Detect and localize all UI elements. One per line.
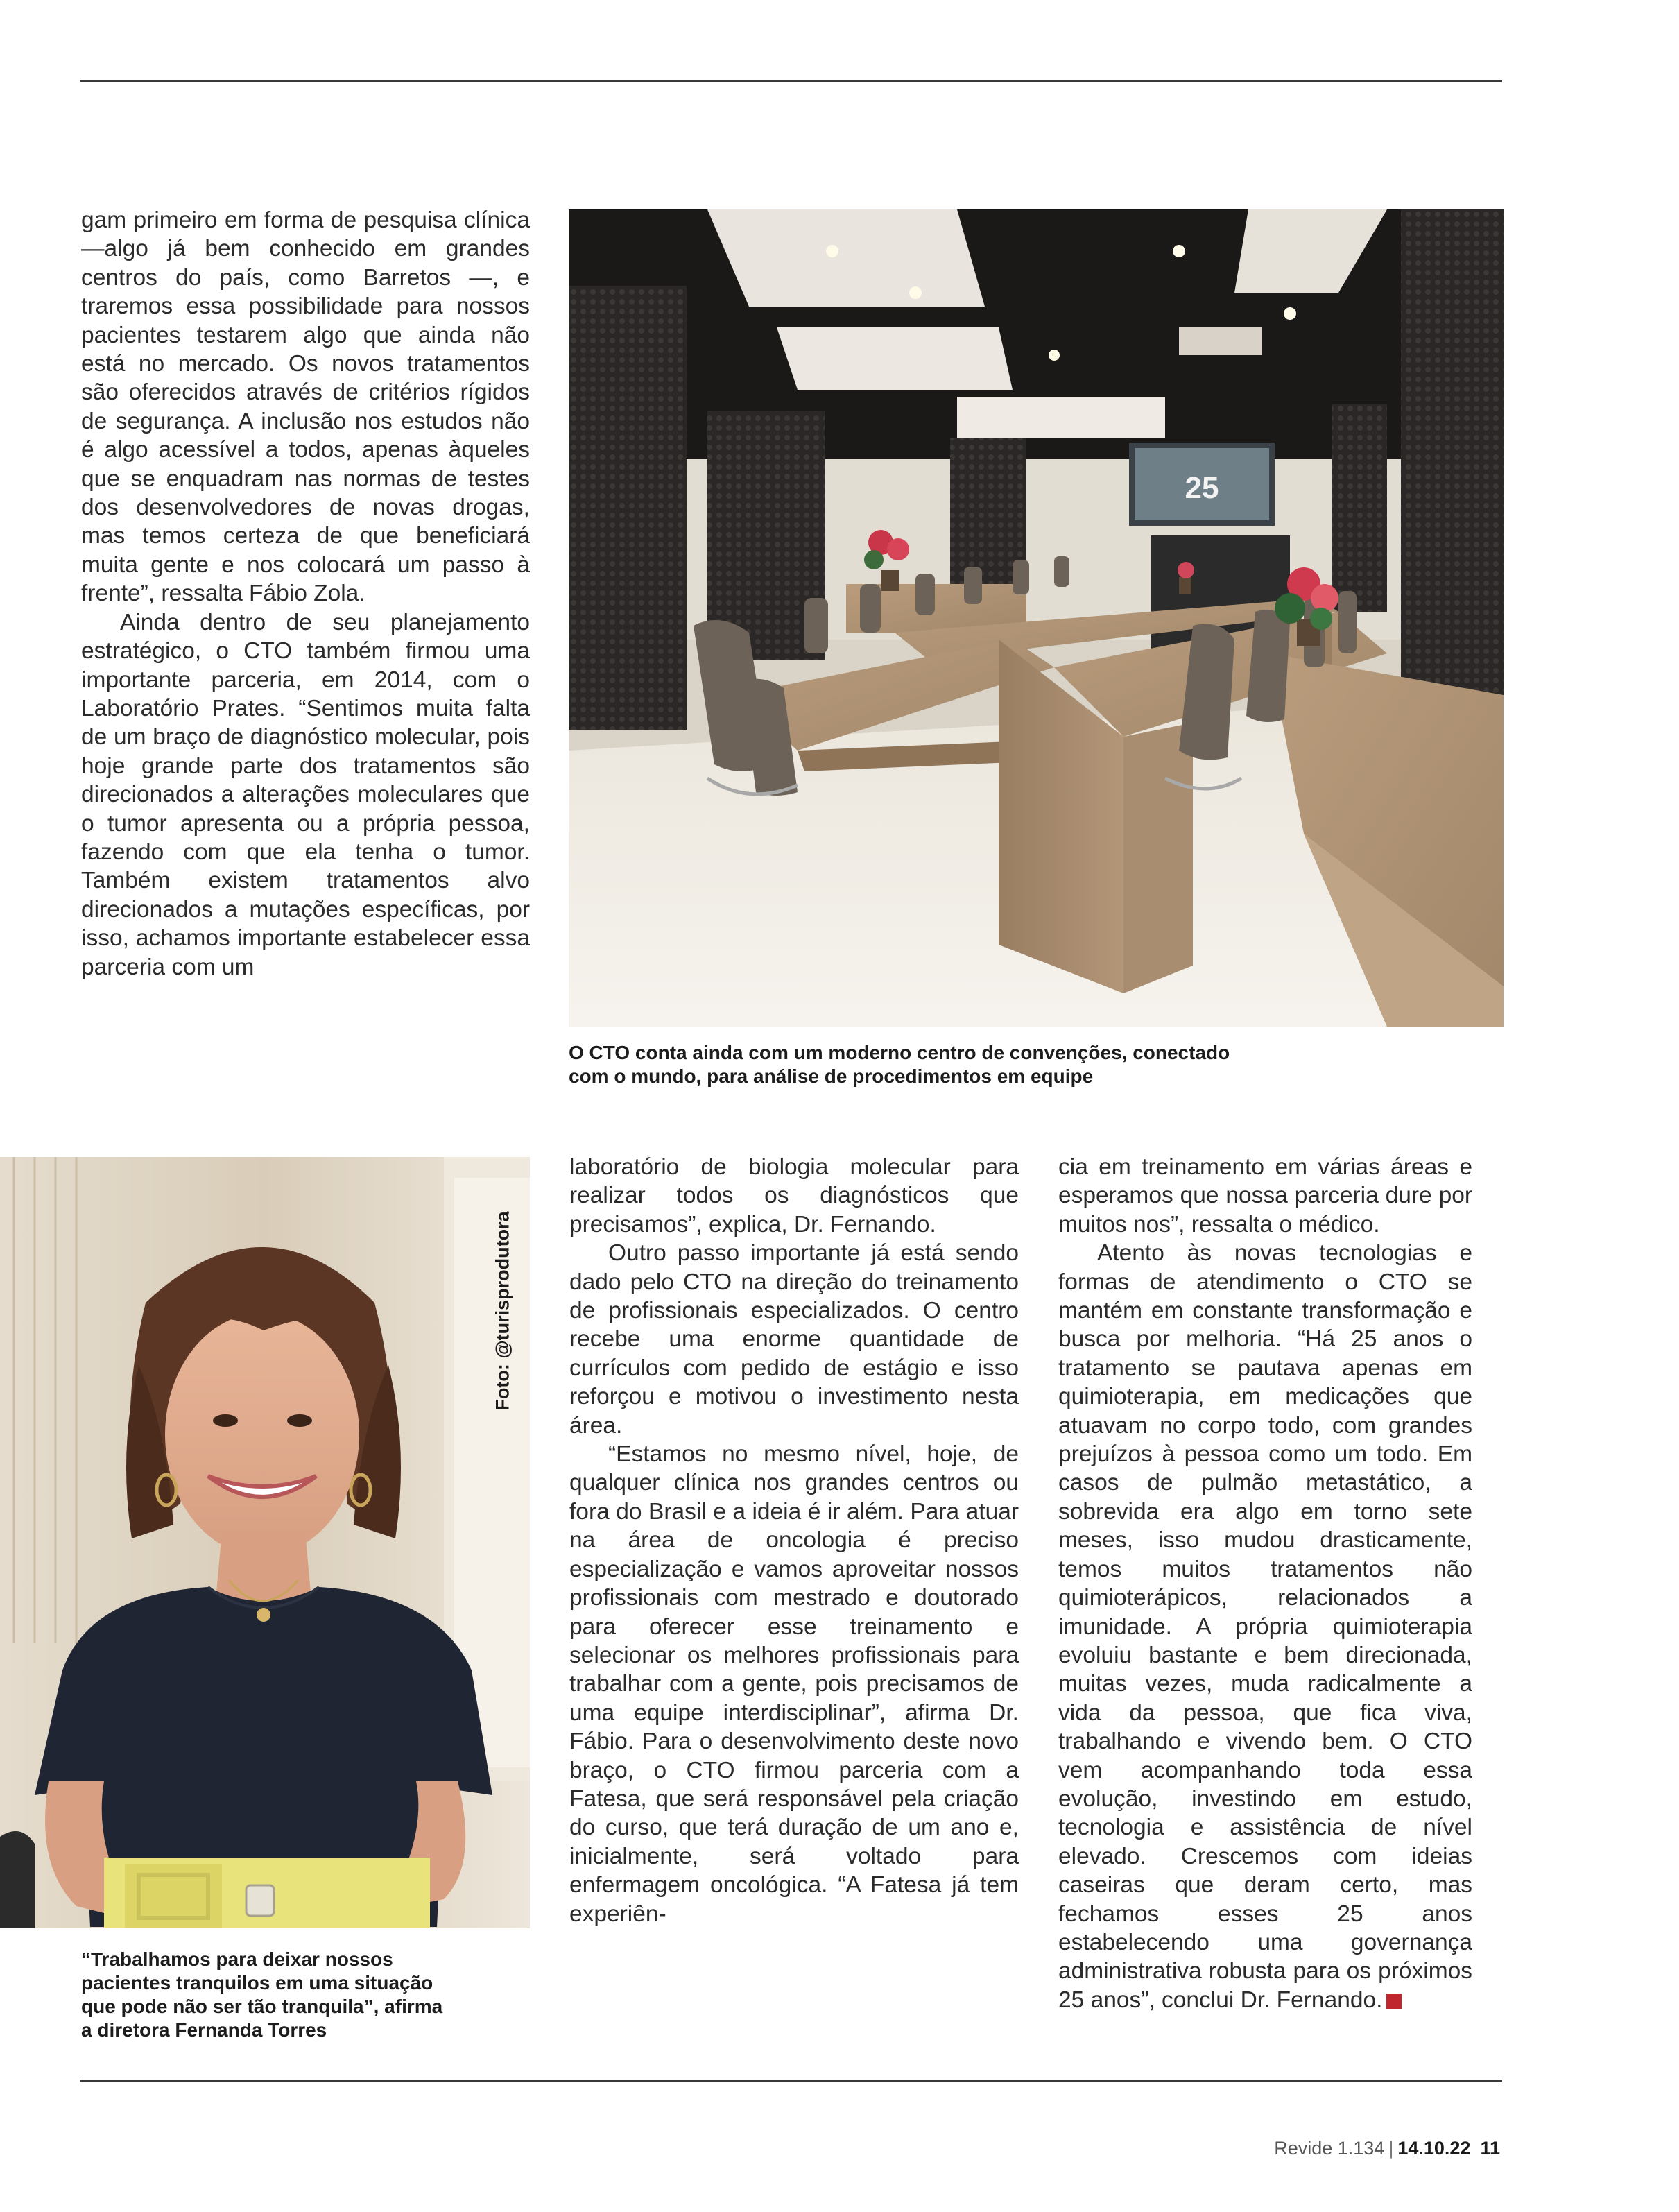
photo-credit-text: Foto: @turisprodutora [492,1211,513,1411]
portrait-photo-caption [81,1948,497,2042]
article-column-2 [569,1153,1019,1928]
photo-credit [485,1193,520,1429]
top-rule [80,80,1502,82]
paragraph: Outro passo importante já está sendo dado pelo CTO na direção do treinamento de profissionais especializados. O centro recebe uma enorme quantidade de currículos com pedido de estágio e isso reforçou e motivou o investimento nesta área. [569,1240,1019,1439]
page-footer [1274,2138,1500,2159]
caption-line: com o mundo, para análise de procedimentos em equipe [569,1065,1094,1087]
paragraph: gam primeiro em forma de pesquisa clínica —algo já bem conhecido em grandes centros do país, como Barretos —, e traremos essa possibilidade para nossos pacientes testarem algo que ainda não está no mercado. Os novos tratamentos são oferecidos através de critérios rígidos de segurança. A inclusão nos estudos não é algo acessível a todos, apenas àqueles que se enquadram nas normas de testes dos desenvolvedores de novas drogas, mas temos certeza de que beneficiará muita gente e nos colocará um passo à frente”, ressalta Fábio Zola. [81,207,530,607]
paragraph-text: Atento às novas tecnologias e formas de atendimento o CTO se mantém em constante transformação e busca por melhoria. “Há 25 anos o tratamento se pautava apenas em quimioterapia, em medicações que atuavam no corpo todo, com grandes prejuízos à pessoa como um todo. Em casos de pulmão metastático, a sobrevida era algo em torno sete meses, isso mudou drasticamente, temos muitos tratamentos não quimioterápicos, relacionados a imunidade. A própria quimioterapia evoluiu bastante e bem direcionada, muitas vezes, muda radicalmente a vida da pessoa, que fica viva, trabalhando e vivendo bem. O CTO vem acompanhando toda essa evolução, investindo em estudo, tecnologia e assistência de nível elevado. Crescemos com ideias caseiras que deram certo, mas fechamos esses 25 anos estabelecendo uma governança administrativa robusta para os próximos 25 anos”, conclui Dr. Fernando. [1058,1240,1472,2013]
end-of-article-icon: R [1386,1994,1402,2009]
bottom-rule [80,2080,1502,2082]
issue-date: 14.10.22 [1397,2138,1471,2159]
caption-line: que pode não ser tão tranquila”, afirma [81,1996,443,2017]
caption-line: O CTO conta ainda com um moderno centro de convenções, conectado [569,1042,1230,1063]
screen-text: 25 [1185,471,1219,505]
paragraph: laboratório de biologia molecular para realizar todos os diagnósticos que precisamos”, explica, Dr. Fernando. [569,1154,1019,1237]
publication-name: Revide 1.134 [1274,2138,1385,2159]
caption-line: “Trabalhamos para deixar nossos [81,1948,393,1970]
paragraph: Ainda dentro de seu planejamento estratégico, o CTO também firmou uma importante parceria, em 2014, com o Laboratório Prates. “Sentimos muita falta de um braço de diagnóstico molecular, pois hoje grande parte dos tratamentos são direcionados a alterações moleculares que o tumor apresenta ou a própria pessoa, fazendo com que ela tenha o tumor. Também existem tratamentos alvo direcionados a mutações específicas, por isso, achamos importante estabelecer essa parceria com um [81,609,530,980]
article-column-3 [1058,1153,1472,2014]
paragraph [1058,1239,1472,2014]
caption-line: a diretora Fernanda Torres [81,2019,327,2041]
room-photo-caption [569,1041,1401,1088]
caption-line: pacientes tranquilos em uma situação [81,1972,433,1994]
portrait-photo [0,1157,530,1928]
article-column-1 [81,206,530,981]
paragraph: “Estamos no mesmo nível, hoje, de qualquer clínica nos grandes centros ou fora do Brasil e a ideia é ir além. Para atuar na área de oncologia é preciso especialização e vamos aproveitar nossos profissionais com mestrado e doutorado para oferecer esse treinamento e selecionar os melhores profissionais para trabalhar com a gente, pois precisamos de uma equipe interdisciplinar”, afirma Dr. Fábio. Para o desenvolvimento deste novo braço, o CTO firmou parceria com a Fatesa, que será responsável pela criação do curso, que terá duração de um ano e, inicialmente, será voltado para enfermagem oncológica. “A Fatesa já tem experiên- [569,1441,1019,1927]
page-number: 11 [1480,2138,1500,2159]
conference-room-photo [569,209,1504,1027]
paragraph: cia em treinamento em várias áreas e esperamos que nossa parceria dure por muitos nos”, ressalta o médico. [1058,1154,1472,1237]
footer-separator: | [1388,2138,1394,2159]
